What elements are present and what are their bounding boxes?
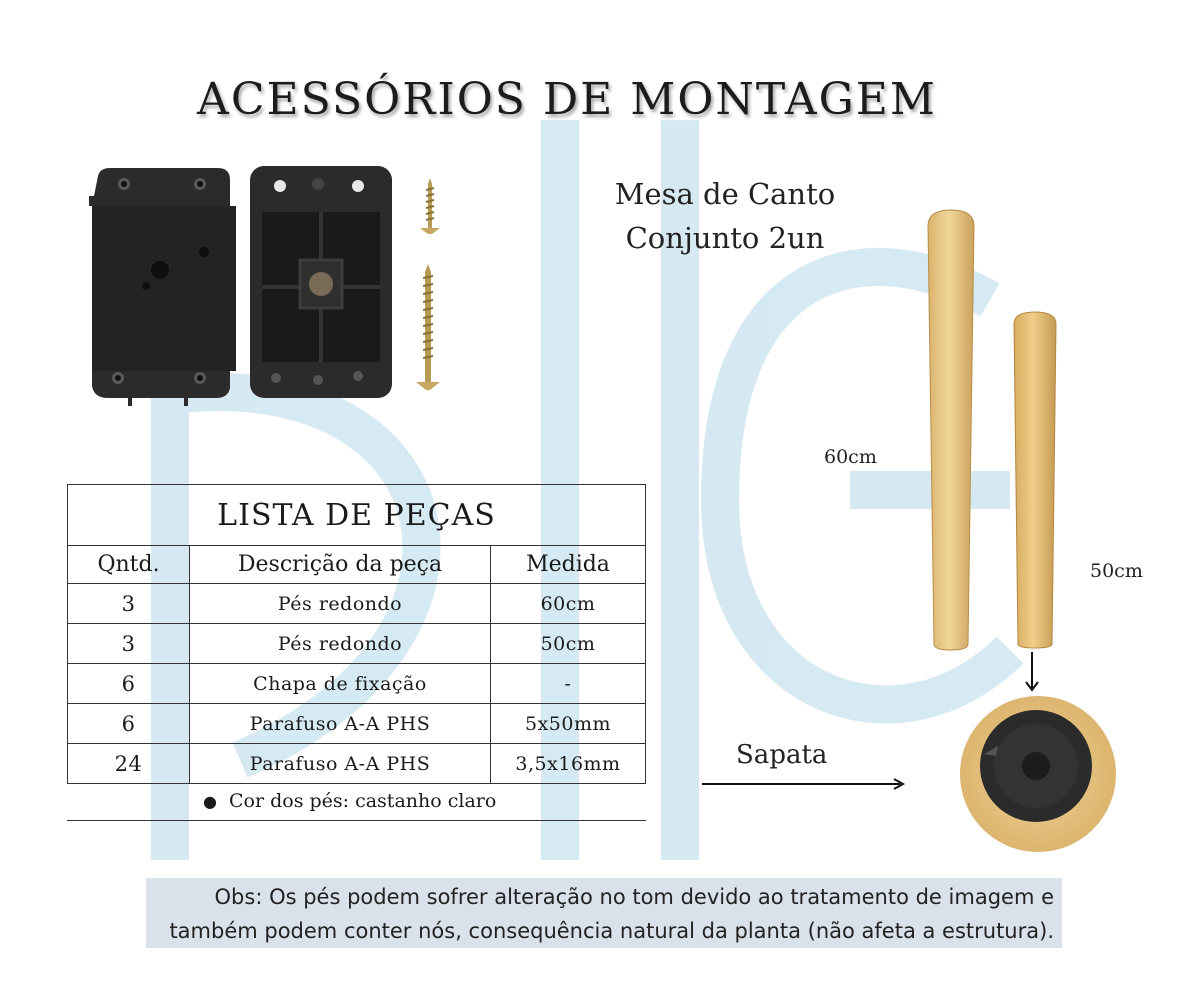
- observation-line-2: também podem conter nós, consequência natural da planta (não afeta a estrutura).: [169, 919, 1054, 943]
- parts-list-table: [67, 484, 646, 784]
- mounting-plate-front-photo: [88, 166, 240, 406]
- mounting-plate-back-photo: [248, 164, 394, 400]
- row-size: 5x50mm: [491, 704, 646, 744]
- observation-note: [146, 878, 1062, 948]
- down-arrow-icon: [1022, 652, 1042, 692]
- row-qty: 6: [68, 664, 190, 704]
- row-description: Parafuso A-A PHS: [190, 744, 491, 784]
- row-qty: 3: [68, 584, 190, 624]
- table-row: [68, 704, 646, 744]
- leg-60cm-label: 60cm: [824, 446, 877, 468]
- row-description: Pés redondo: [190, 624, 491, 664]
- color-note: [67, 788, 646, 821]
- leg-50cm-label: 50cm: [1090, 560, 1143, 582]
- table-row: [68, 744, 646, 784]
- subtitle-line-1: Mesa de Canto: [614, 177, 836, 211]
- row-qty: 24: [68, 744, 190, 784]
- row-size: 3,5x16mm: [491, 744, 646, 784]
- long-screw-photo: [414, 264, 442, 394]
- table-header-row: [68, 546, 646, 584]
- row-size: 50cm: [491, 624, 646, 664]
- subtitle-line-2: Conjunto 2un: [625, 221, 825, 255]
- parts-list-caption: LISTA DE PEÇAS: [68, 485, 646, 546]
- product-subtitle: [560, 172, 890, 260]
- table-row: [68, 664, 646, 704]
- leg-50cm-photo: [1012, 310, 1060, 650]
- observation-line-1: Obs: Os pés podem sofrer alteração no tom devido ao tratamento de imagem e: [214, 885, 1054, 909]
- row-size: 60cm: [491, 584, 646, 624]
- page-title: ACESSÓRIOS DE MONTAGEM: [197, 74, 937, 125]
- right-arrow-icon: [702, 776, 906, 792]
- row-size: -: [491, 664, 646, 704]
- foot-sapata-photo: [958, 694, 1118, 854]
- row-qty: 3: [68, 624, 190, 664]
- row-qty: 6: [68, 704, 190, 744]
- table-row: [68, 584, 646, 624]
- row-description: Chapa de fixação: [190, 664, 491, 704]
- header-size: Medida: [491, 546, 646, 584]
- short-screw-photo: [418, 178, 442, 238]
- table-row: [68, 624, 646, 664]
- leg-60cm-photo: [924, 208, 980, 652]
- sapata-label: Sapata: [736, 740, 828, 770]
- row-description: Parafuso A-A PHS: [190, 704, 491, 744]
- header-description: Descrição da peça: [190, 546, 491, 584]
- color-note-text: Cor dos pés: castanho claro: [229, 790, 497, 812]
- row-description: Pés redondo: [190, 584, 491, 624]
- header-qty: Qntd.: [68, 546, 190, 584]
- bullet-icon: ●: [203, 792, 217, 811]
